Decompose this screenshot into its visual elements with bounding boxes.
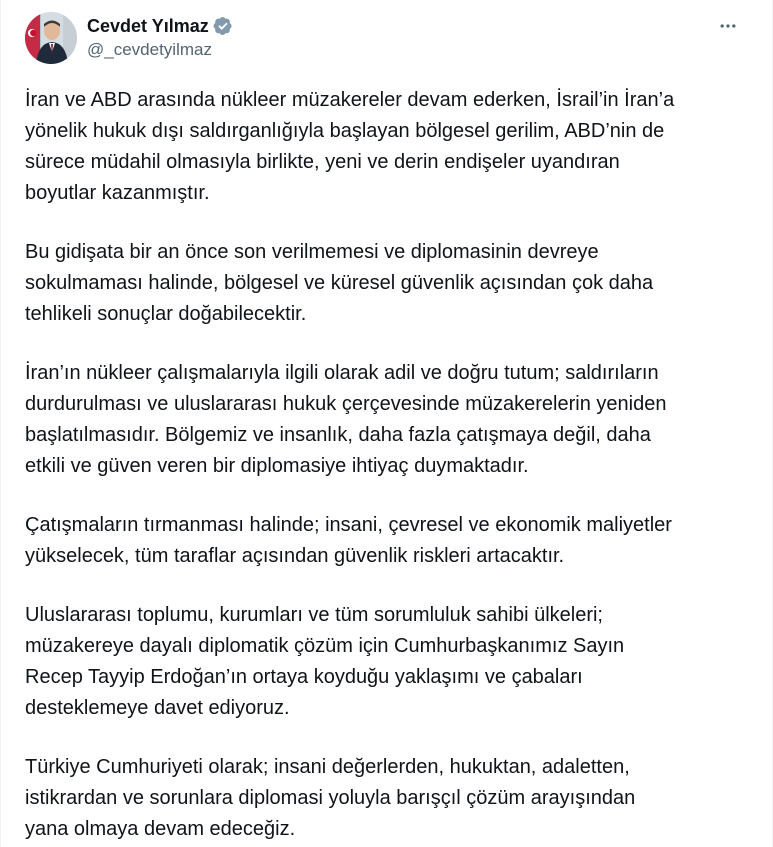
- text-line: boyutlar kazanmıştır.: [25, 182, 210, 204]
- tweet-paragraph: [25, 358, 765, 482]
- avatar[interactable]: [25, 12, 77, 64]
- text-line: Uluslararası toplumu, kurumları ve tüm sorumluluk sahibi ülkeleri;: [25, 604, 603, 626]
- text-line: sürece müdahil olmasıyla birlikte, yeni ve derin endişeler uyandıran: [25, 151, 620, 173]
- verified-badge-icon[interactable]: [213, 16, 233, 36]
- verified-badge-icon-svg: [213, 16, 233, 36]
- text-line: Çatışmaların tırmanması halinde; insani, çevresel ve ekonomik maliyetler: [25, 514, 672, 536]
- tweet-paragraph: [25, 237, 765, 330]
- tweet-paragraph: [25, 752, 765, 845]
- text-line: yana olmaya devam edeceğiz.: [25, 818, 296, 840]
- text-line: istikrardan ve sorunlara diplomasi yoluyla barışçıl çözüm arayışından: [25, 787, 636, 809]
- text-line: yönelik hukuk dışı saldırganlığıyla başlayan bölgesel gerilim, ABD’nin de: [25, 120, 665, 142]
- text-line: başlatılmasıdır. Bölgemiz ve insanlık, daha fazla çatışmaya değil, daha: [25, 424, 651, 446]
- tweet-paragraph: [25, 510, 765, 572]
- more-dots-icon: [718, 16, 738, 36]
- author-handle[interactable]: @_cevdetyilmaz: [87, 40, 212, 59]
- text-line: tehlikeli sonuçlar doğabilecektir.: [25, 303, 307, 325]
- text-line: yükselecek, tüm taraflar açısından güvenlik riskleri artacaktır.: [25, 545, 565, 567]
- text-line: İran’ın nükleer çalışmalarıyla ilgili olarak adil ve doğru tutum; saldırıların: [25, 362, 659, 384]
- text-line: Recep Tayyip Erdoğan’ın ortaya koyduğu yaklaşımı ve çabaları: [25, 666, 583, 688]
- text-line: sokulmaması halinde, bölgesel ve küresel güvenlik açısından çok daha: [25, 272, 654, 294]
- text-line: İran ve ABD arasında nükleer müzakereler devam ederken, İsrail’in İran’a: [25, 89, 675, 111]
- text-line: Bu gidişata bir an önce son verilmemesi ve diplomasinin devreye: [25, 241, 599, 263]
- tweet-header: [25, 12, 233, 64]
- tweet-paragraph: [25, 600, 765, 724]
- more-options-button[interactable]: [716, 14, 740, 38]
- name-row: [87, 14, 233, 38]
- text-line: müzakereye dayalı diplomatik çözüm için Cumhurbaşkanımız Sayın: [25, 635, 625, 657]
- tweet-text: [25, 85, 765, 847]
- text-line: desteklemeye davet ediyoruz.: [25, 697, 290, 719]
- text-line: Türkiye Cumhuriyeti olarak; insani değerlerden, hukuktan, adaletten,: [25, 756, 630, 778]
- text-line: durdurulması ve uluslararası hukuk çerçevesinde müzakerelerin yeniden: [25, 393, 667, 415]
- tweet-paragraph: [25, 85, 765, 209]
- author-info: [87, 14, 233, 62]
- author-display-name[interactable]: Cevdet Yılmaz: [87, 16, 209, 36]
- avatar-image: [25, 12, 77, 64]
- text-line: etkili ve güven veren bir diplomasiye ihtiyaç duymaktadır.: [25, 455, 529, 477]
